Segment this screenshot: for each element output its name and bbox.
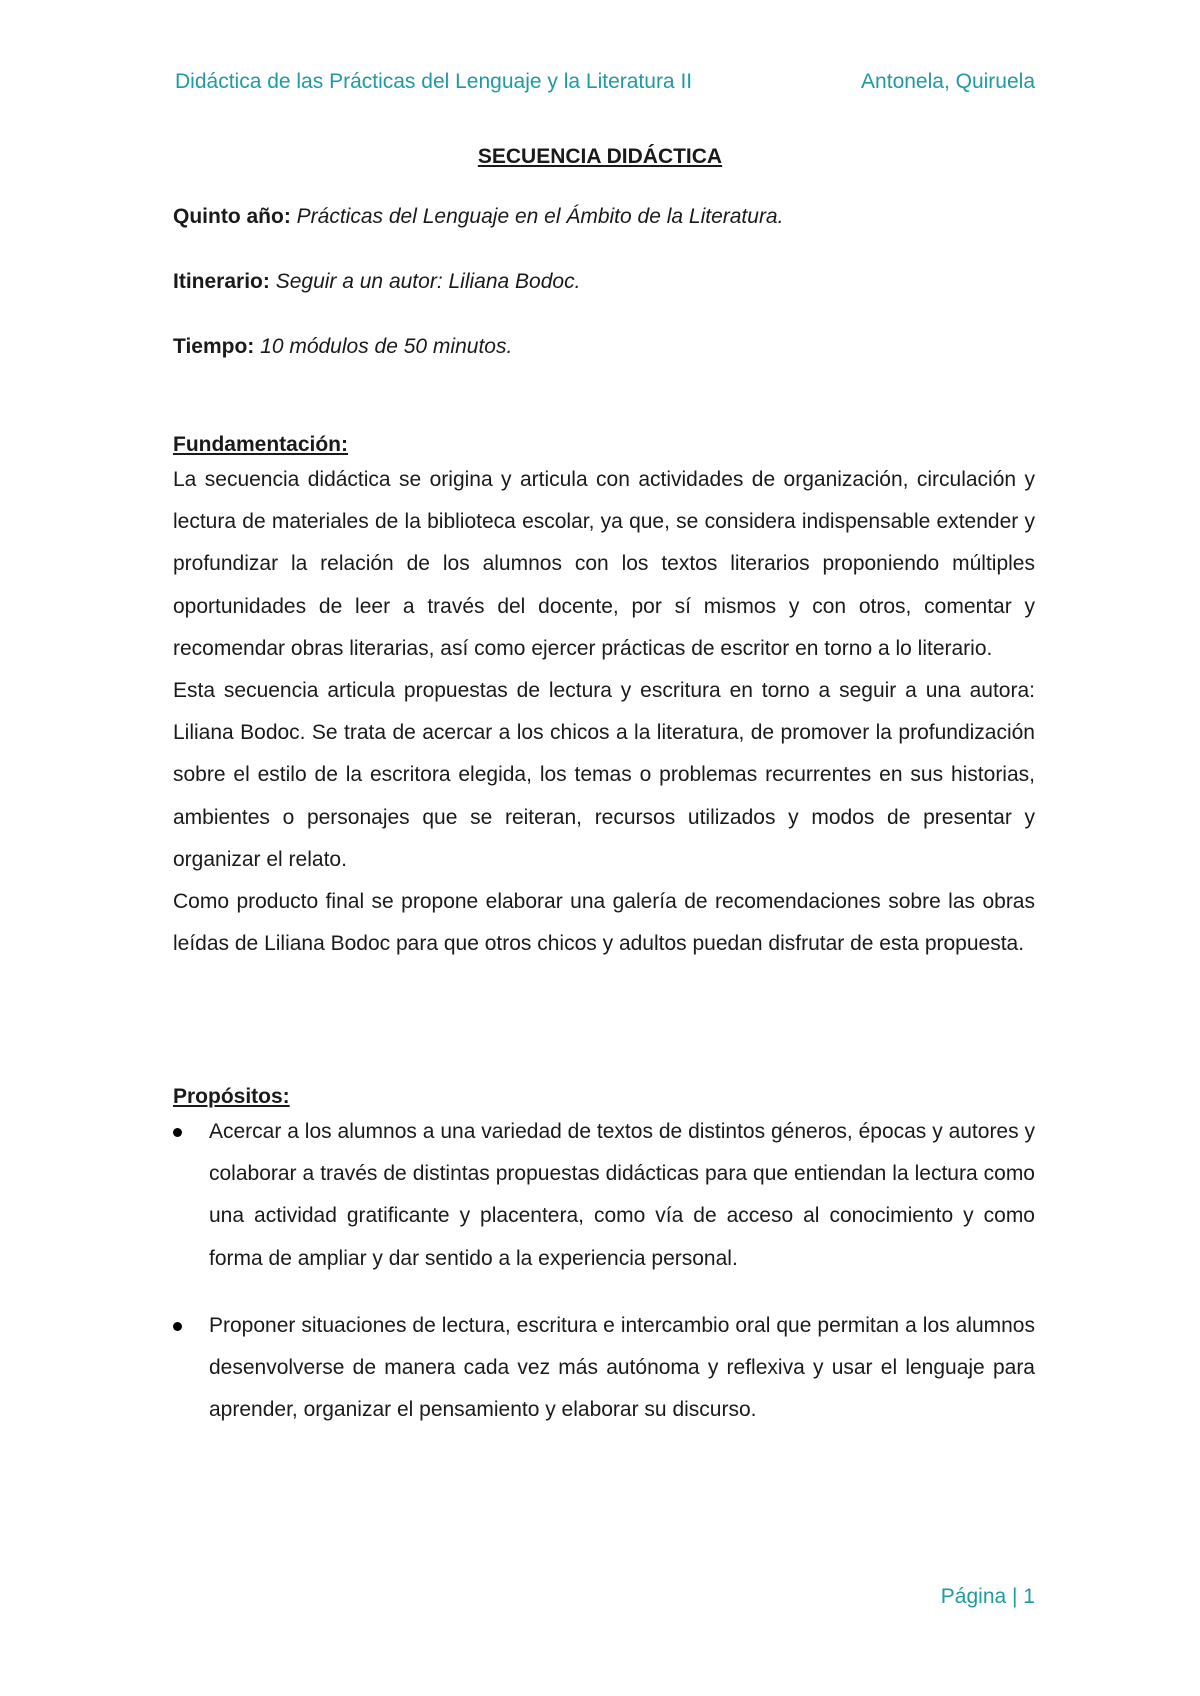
fundamentacion-paragraph: Esta secuencia articula propuestas de lectura y escritura en torno a seguir a una autora: Liliana Bodoc. Se trata de acercar a los chicos a la literatura, de promover la profundización sobre el estilo de la escritora elegida, los temas o problemas recurrentes en sus historias, ambientes o personajes que se reiteran, recursos utilizados y modos de presentar y organizar el relato.: [173, 679, 1035, 871]
header-author: Antonela, Quiruela: [861, 70, 1035, 93]
meta-time: [173, 335, 512, 359]
meta-year: [173, 205, 783, 229]
propositos-list: [173, 1111, 1035, 1431]
meta-time-label: Tiempo:: [173, 335, 255, 358]
proposito-text: Proponer situaciones de lectura, escritura e intercambio oral que permitan a los alumnos desenvolverse de manera cada vez más autónoma y reflexiva y usar el lenguaje para aprender, organizar el pensamiento y elaborar su discurso.: [209, 1313, 1035, 1422]
fundamentacion-paragraph: La secuencia didáctica se origina y articula con actividades de organización, circulación y lectura de materiales de la biblioteca escolar, ya que, se considera indispensable extender y profundizar la relación de los alumnos con los textos literarios proponiendo múltiples oportunidades de leer a través del docente, por sí mismos y con otros, comentar y recomendar obras literarias, así como ejercer prácticas de escritor en torno a lo literario.: [173, 468, 1035, 660]
fundamentacion-body: [173, 459, 1035, 965]
meta-time-value: 10 módulos de 50 minutos.: [260, 335, 513, 358]
meta-itinerary: [173, 270, 580, 294]
bullet-icon: [173, 1128, 182, 1137]
propositos-heading: Propósitos:: [173, 1085, 290, 1108]
meta-itinerary-value: Seguir a un autor: Liliana Bodoc.: [275, 270, 581, 293]
meta-year-label: Quinto año:: [173, 205, 291, 228]
page-number: Página | 1: [940, 1585, 1035, 1608]
page-header: [175, 70, 1035, 94]
list-item: [173, 1111, 1035, 1280]
proposito-text: Acercar a los alumnos a una variedad de textos de distintos géneros, épocas y autores y colaborar a través de distintas propuestas didácticas para que entiendan la lectura como una actividad gratificante y placentera, como vía de acceso al conocimiento y como forma de ampliar y dar sentido a la experiencia personal.: [209, 1120, 1035, 1270]
meta-itinerary-label: Itinerario:: [173, 270, 270, 293]
bullet-icon: [173, 1322, 182, 1331]
document-title: SECUENCIA DIDÁCTICA: [477, 145, 723, 168]
meta-year-value: Prácticas del Lenguaje en el Ámbito de la Literatura.: [296, 205, 784, 228]
header-course-title: Didáctica de las Prácticas del Lenguaje y la Literatura II: [175, 70, 693, 93]
page-footer: [175, 1585, 1035, 1609]
list-item: [173, 1305, 1035, 1432]
fundamentacion-paragraph: Como producto final se propone elaborar una galería de recomendaciones sobre las obras leídas de Liliana Bodoc para que otros chicos y adultos puedan disfrutar de esta propuesta.: [173, 890, 1035, 956]
fundamentacion-heading: Fundamentación:: [173, 433, 349, 456]
